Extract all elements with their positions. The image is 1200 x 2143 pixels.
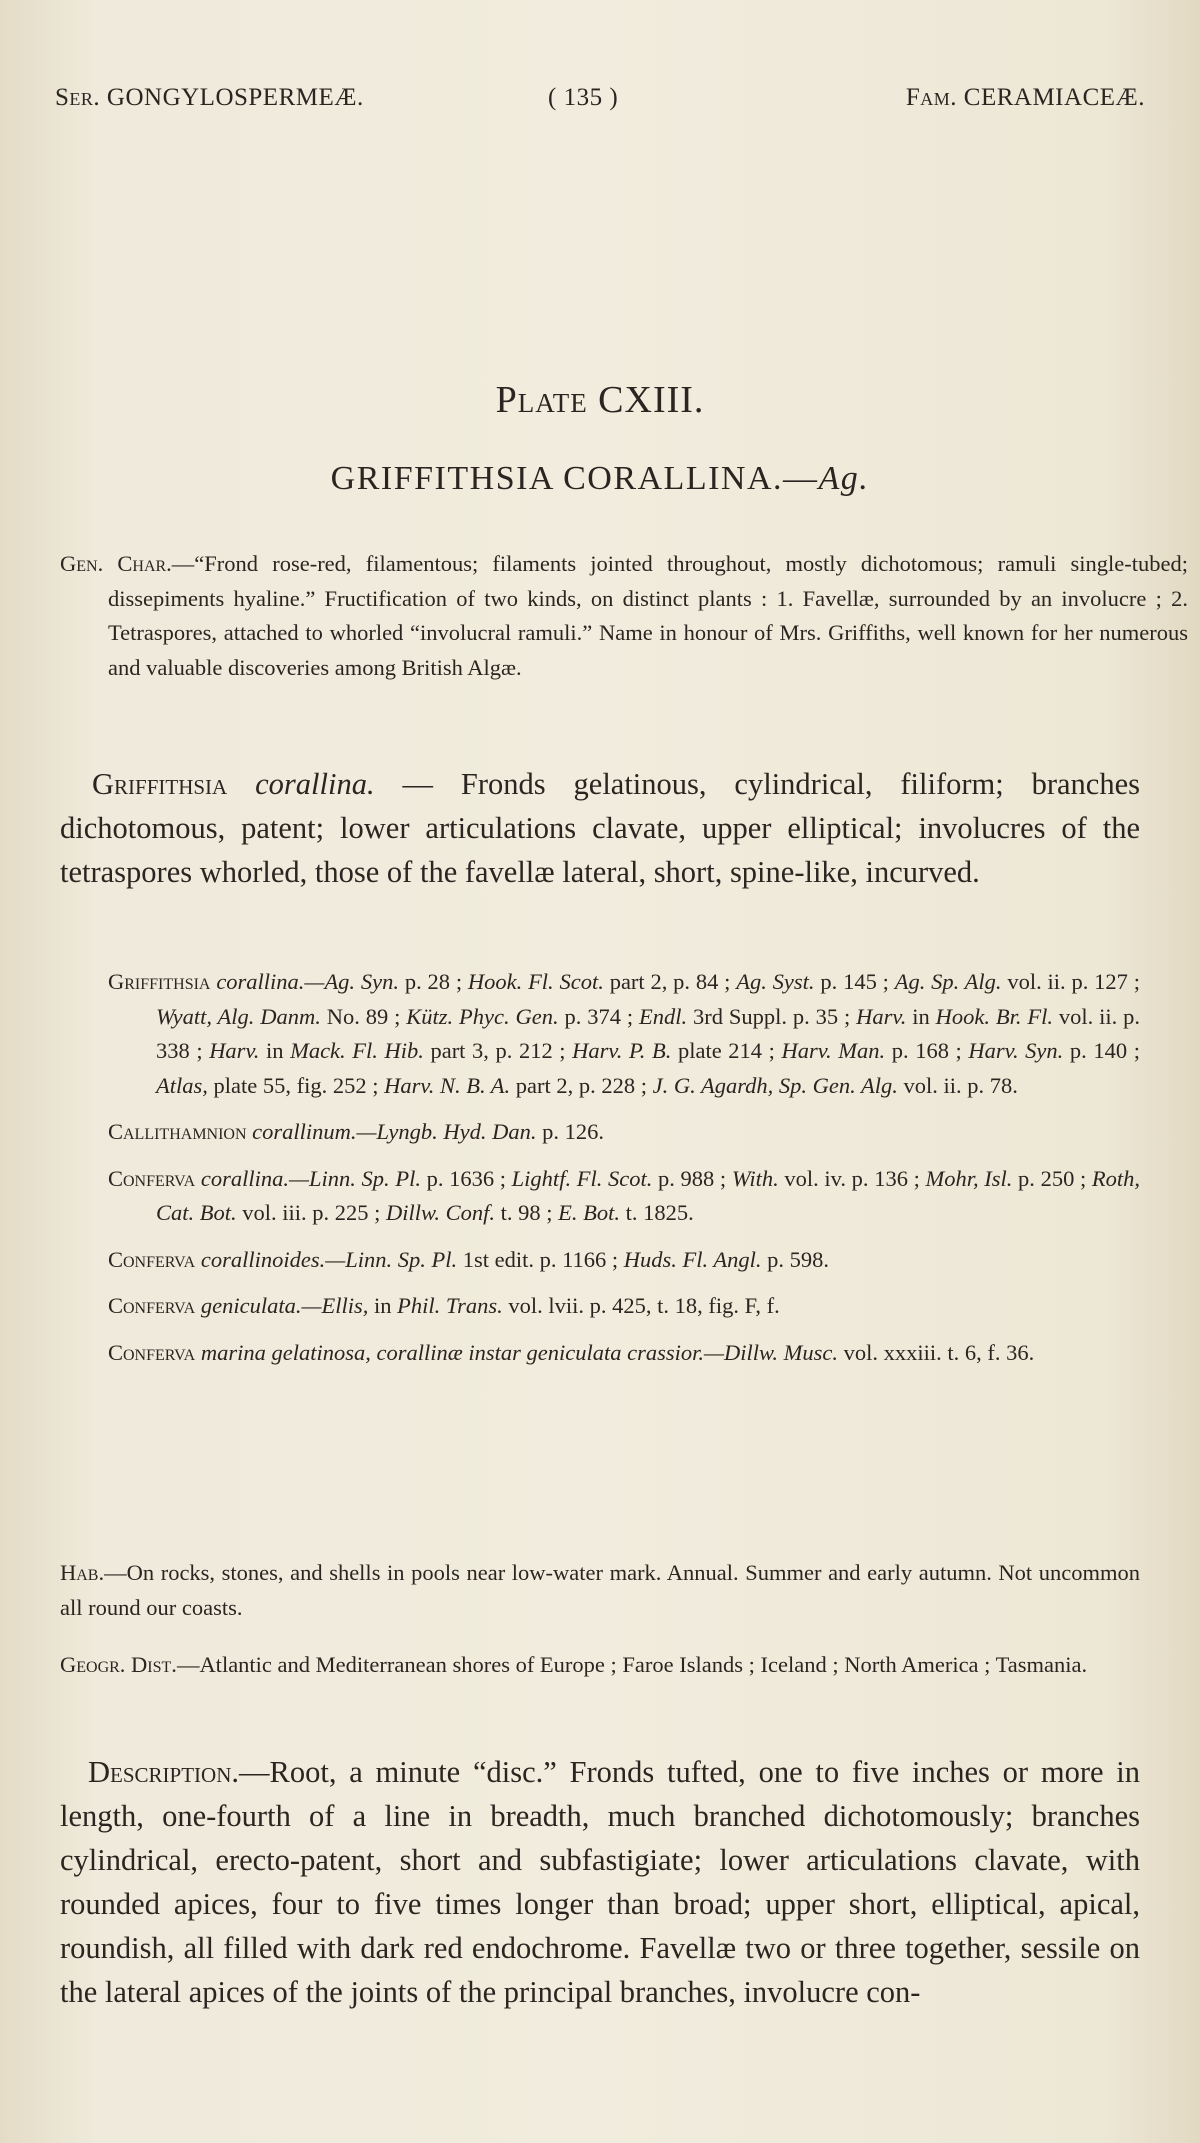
synonym-segment: vol. ii. p. 127 ; <box>1001 969 1141 994</box>
description-text: —Root, a minute “disc.” Fronds tufted, one to five inches or more in length, one-fourth of a line in breadth, much branched dichotomously; branches cylindrical, erecto-patent, short and subfastigiate; lower articulations clavate, with rounded apices, four to five times longer than broad; upper short, elliptical, apical, roundish, all filled with dark red endochrome. Favellæ two or three together, sessile on the lateral apices of the joints of the principal branches, involucre con- <box>60 1755 1140 2009</box>
synonym-segment: p. 250 ; <box>1012 1165 1092 1191</box>
generic-character <box>60 547 1188 685</box>
synonym-segment: vol. ii. p. 338 ; <box>156 1003 1140 1063</box>
synonym-segment: marina gelatinosa, corallinæ instar geniculata crassior.—Dillw. Musc. <box>200 1339 838 1365</box>
description <box>60 1750 1140 2014</box>
synonym-segment: vol. lvii. p. 425, t. 18, fig. F, f. <box>502 1293 780 1318</box>
synonym-segment: p. 28 ; <box>399 969 468 994</box>
synonym-segment: Harv. Man. <box>781 1038 886 1063</box>
synonym-segment: Lightf. Fl. Scot. <box>511 1165 653 1191</box>
synonym-segment: p. 1636 ; <box>420 1165 512 1191</box>
synonym-segment: p. 126. <box>536 1119 604 1144</box>
synonym-segment: Harv. N. B. A. <box>384 1072 511 1098</box>
synonym-segment: in <box>259 1038 291 1063</box>
synonymy-list <box>108 965 1140 1370</box>
synonym-segment: part 2, p. 84 ; <box>603 969 737 994</box>
species-name: GRIFFITHSIA CORALLINA.— <box>330 460 819 497</box>
synonym-segment: E. Bot. <box>558 1200 621 1225</box>
synonym-segment: Harv. <box>856 1003 907 1029</box>
synonym-genus: Conferva <box>108 1246 196 1272</box>
synonym-segment: Atlas, <box>156 1072 208 1098</box>
synonym-segment: Harv. P. B. <box>572 1038 672 1063</box>
synonym-segment: No. 89 ; <box>320 1003 407 1029</box>
synonym-genus: Conferva <box>108 1339 196 1365</box>
habitat-label: Hab. <box>60 1560 105 1585</box>
synonym-segment: vol. iv. p. 136 ; <box>778 1165 926 1191</box>
synonym-segment: 3rd Suppl. p. 35 ; <box>687 1003 857 1029</box>
synonym-segment: vol. iii. p. 225 ; <box>236 1200 387 1225</box>
gen-char-label: Gen. Char. <box>60 551 172 576</box>
diagnosis-species: corallina. <box>255 767 375 801</box>
synonym-segment: Phil. Trans. <box>397 1293 503 1318</box>
geographic-distribution <box>60 1648 1140 1683</box>
synonym-segment: p. 145 ; <box>814 969 895 994</box>
synonym-segment: plate 214 ; <box>671 1038 782 1063</box>
synonym-segment: part 3, p. 212 ; <box>423 1038 573 1063</box>
gen-char-text: —“Frond rose-red, filamentous; filaments jointed throughout, mostly dichotomous; ramuli single-tubed; dissepiments hyaline.” Fructification of two kinds, on distinct plants : 1. Favellæ, surrounded by an involucre ; 2. Tetraspores, attached to whorled “involucral ramuli.” Name in honour of Mrs. Griffiths, well known for her numerous and valuable discoveries among British Algæ. <box>108 551 1188 680</box>
synonym-segment: Mohr, Isl. <box>925 1165 1013 1191</box>
synonym-segment: With. <box>731 1165 779 1191</box>
synonym-segment: corallinoides.—Linn. Sp. Pl. <box>200 1246 458 1272</box>
synonym-segment: corallinum.—Lyngb. Hyd. Dan. <box>252 1119 537 1144</box>
synonym-segment: t. 98 ; <box>495 1200 559 1225</box>
synonym-entry <box>108 965 1140 1103</box>
synonym-genus: Conferva <box>108 1165 196 1191</box>
distribution-label: Geogr. Dist. <box>60 1652 177 1677</box>
synonym-entry <box>108 1243 1140 1278</box>
diagnosis-text: — Fronds gelatinous, cylindrical, filiform; branches dichotomous, patent; lower articulations clavate, upper elliptical; involucres of the tetraspores whorled, those of the favellæ lateral, short, spine-like, incurved. <box>60 767 1141 889</box>
diagnosis-genus: Griffithsia <box>92 767 228 801</box>
plate-title: Plate CXIII. <box>495 379 705 421</box>
synonym-segment: J. G. Agardh, Sp. Gen. Alg. <box>652 1072 898 1098</box>
synonym-segment: Wyatt, Alg. Danm. <box>156 1003 321 1029</box>
synonym-segment: Roth, Cat. Bot. <box>156 1165 1140 1225</box>
header-page-number: ( 135 ) <box>548 84 619 111</box>
synonym-segment: vol. ii. p. 78. <box>897 1072 1018 1098</box>
synonym-genus: Conferva <box>108 1293 196 1318</box>
synonym-segment: plate 55, fig. 252 ; <box>207 1072 385 1098</box>
synonym-segment: Ag. Sp. Alg. <box>894 969 1002 994</box>
species-title <box>0 460 1200 498</box>
running-header <box>55 84 1145 124</box>
synonym-segment: geniculata.—Ellis, <box>200 1293 369 1318</box>
synonym-segment: p. 168 ; <box>885 1038 969 1063</box>
synonym-segment: Harv. <box>209 1038 260 1063</box>
species-diagnosis <box>60 762 1140 894</box>
synonym-segment: Harv. Syn. <box>968 1038 1064 1063</box>
synonym-segment: corallina.—Linn. Sp. Pl. <box>200 1165 421 1191</box>
synonym-segment: t. 1825. <box>620 1200 694 1225</box>
synonym-segment: Ag. Syst. <box>736 969 815 994</box>
synonym-segment: vol. xxxiii. t. 6, f. 36. <box>837 1339 1035 1365</box>
synonym-genus: Callithamnion <box>108 1119 247 1144</box>
synonym-segment: p. 374 ; <box>558 1003 639 1029</box>
habitat-text: —On rocks, stones, and shells in pools near low-water mark. Annual. Summer and early autumn. Not uncommon all round our coasts. <box>60 1560 1140 1620</box>
synonym-entry <box>108 1289 1140 1324</box>
description-label: Description. <box>88 1755 239 1789</box>
synonym-segment: Endl. <box>639 1003 688 1029</box>
synonym-segment: Huds. Fl. Angl. <box>623 1246 762 1272</box>
synonym-segment: Hook. Fl. Scot. <box>467 969 604 994</box>
header-family: Fam. CERAMIACEÆ. <box>905 84 1145 111</box>
synonym-segment: part 2, p. 228 ; <box>510 1072 653 1098</box>
distribution-text: —Atlantic and Mediterranean shores of Europe ; Faroe Islands ; Iceland ; North America ; Tasmania. <box>176 1652 1088 1677</box>
synonym-segment: p. 598. <box>761 1246 830 1272</box>
synonym-entry <box>108 1336 1140 1371</box>
synonym-segment: in <box>368 1293 398 1318</box>
synonym-segment: Hook. Br. Fl. <box>935 1003 1053 1029</box>
header-series: Ser. GONGYLOSPERMEÆ. <box>55 84 364 111</box>
synonym-segment: p. 988 ; <box>652 1165 732 1191</box>
synonym-segment: p. 140 ; <box>1063 1038 1140 1063</box>
species-author: Ag. <box>818 460 870 497</box>
synonym-segment: corallina.—Ag. Syn. <box>216 969 399 994</box>
synonym-segment: Kütz. Phyc. Gen. <box>406 1003 559 1029</box>
habitat <box>60 1556 1140 1625</box>
synonym-genus: Griffithsia <box>108 969 211 994</box>
synonym-entry <box>108 1115 1140 1150</box>
synonym-segment: 1st edit. p. 1166 ; <box>457 1246 624 1272</box>
synonym-entry <box>108 1162 1140 1231</box>
synonym-segment: Mack. Fl. Hib. <box>290 1038 424 1063</box>
synonym-segment: in <box>906 1003 936 1029</box>
synonym-segment: Dillw. Conf. <box>386 1200 496 1225</box>
